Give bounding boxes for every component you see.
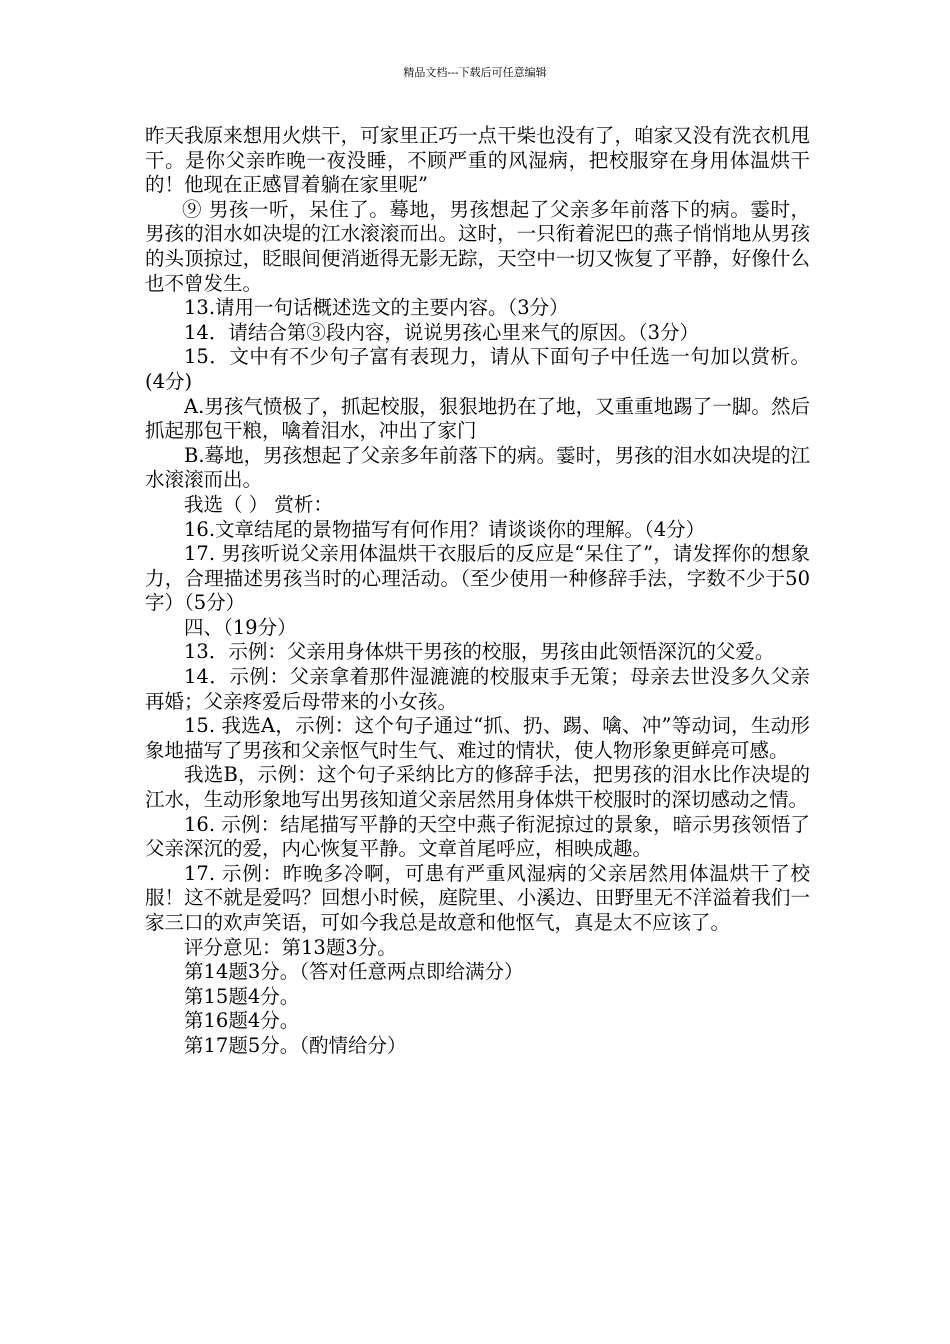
story-paragraph-8-continued: 昨天我原来想用火烘干，可家里正巧一点干柴也没有了，咱家又没有洗衣机甩干。是你父亲昨晚一夜没睡，不顾严重的风湿病，把校服穿在身用体温烘干的！他现在正感冒着躺在家里呢” [145,124,810,197]
grading-14: 第14题3分。（答对任意两点即给满分） [184,960,524,984]
answer-15-option-a: 15. 我选A，示例：这个句子通过“抓、扔、踢、噙、冲”等动词，生动形象地描写了男孩和父亲怄气时生气、难过的情状，使人物形象更鲜亮可感。 [145,714,810,762]
grading-13: 评分意见：第13题3分。 [184,935,397,959]
grading-15: 第15题4分。 [184,984,300,1008]
page-header: 精品文档---下载后可任意编辑 [403,66,547,79]
answer-section-title: 四、（19分） [184,615,297,639]
document-body [145,124,810,1059]
grading-17: 第17题5分。（酌情给分） [184,1033,407,1057]
answer-17: 17. 示例：昨晚多冷啊，可患有严重风湿病的父亲居然用体温烘干了校服！这不就是爱吗？回想小时候，庭院里、小溪边、田野里无不洋溢着我们一家三口的欢声笑语，可如今我总是故意和他怄气，真是太不应该了。 [145,861,810,934]
question-17: 17. 男孩听说父亲用体温烘干衣服后的反应是“呆住了”，请发挥你的想象力，合理描述男孩当时的心理活动。（至少使用一种修辞手法，字数不少于50字）（5分） [145,542,810,615]
answer-15-option-b: 我选B，示例：这个句子采纳比方的修辞手法，把男孩的泪水比作决堤的江水，生动形象地写出男孩知道父亲居然用身体烘干校服时的深切感动之情。 [145,763,810,812]
grading-16: 第16题4分。 [184,1009,300,1033]
question-15: 15．文中有不少句子富有表现力，请从下面句子中任选一句加以赏析。(4分) [145,345,810,393]
story-paragraph-9: ⑨ 男孩一听，呆住了。蓦地，男孩想起了父亲多年前落下的病。霎时，男孩的泪水如决堤的江水滚滚而出。这时，一只衔着泥巴的燕子悄悄地从男孩的头顶掠过，眨眼间便消逝得无影无踪，天空中一切又恢复了平静，好像什么也不曾发生。 [145,197,810,295]
answer-14: 14．示例：父亲拿着那件湿漉漉的校服束手无策；母亲去世没多久父亲再婚；父亲疼爱后母带来的小女孩。 [145,665,810,713]
question-15-option-b: B.蓦地，男孩想起了父亲多年前落下的病。霎时，男孩的泪水如决堤的江水滚滚而出。 [145,443,810,492]
answer-13: 13．示例：父亲用身体烘干男孩的校服，男孩由此领悟深沉的父爱。 [184,640,775,664]
question-13: 13.请用一句话概述选文的主要内容。（3分） [184,296,569,320]
question-15-option-a: A.男孩气愤极了，抓起校服，狠狠地扔在了地，又重重地踢了一脚。然后抓起那包干粮，噙着泪水，冲出了家门 [145,394,810,443]
question-16: 16.文章结尾的景物描写有何作用？请谈谈你的理解。（4分） [184,517,706,541]
question-14: 14．请结合第③段内容，说说男孩心里来气的原因。（3分） [184,320,699,344]
question-15-choice: 我选（ ） 赏析： [184,492,333,516]
answer-16: 16. 示例：结尾描写平静的天空中燕子衔泥掠过的景象，暗示男孩领悟了父亲深沉的爱，内心恢复平静。文章首尾呼应，相映成趣。 [145,812,810,861]
